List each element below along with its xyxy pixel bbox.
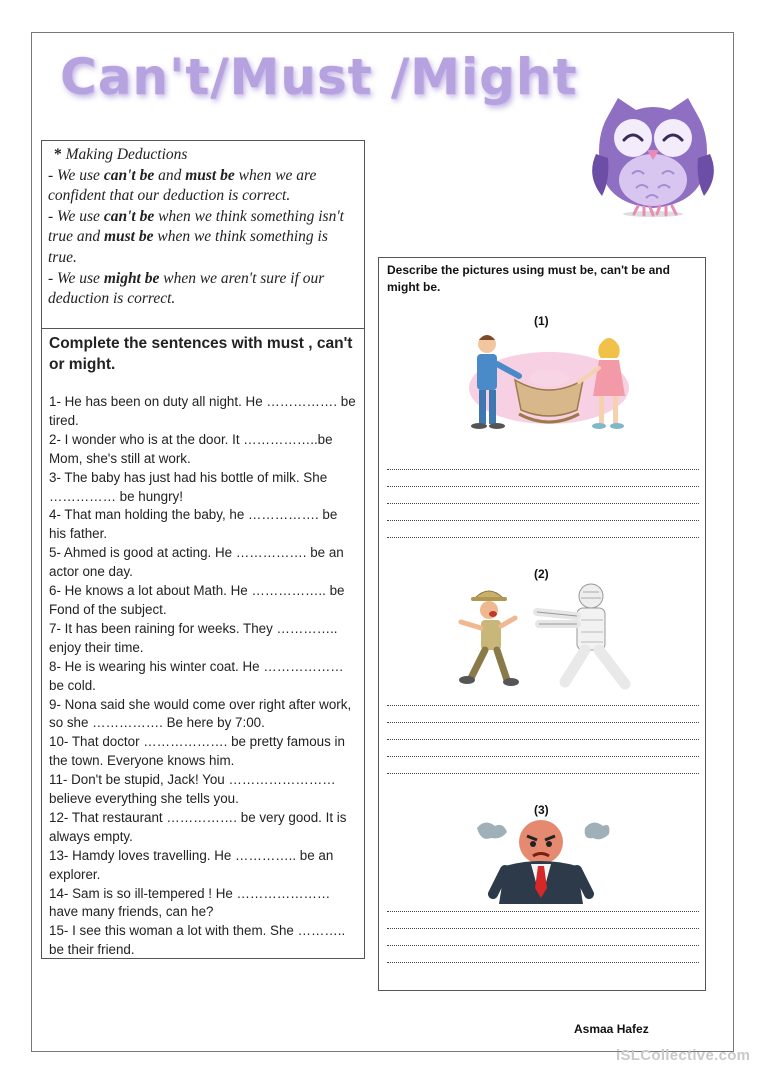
exercise-title: Complete the sentences with must , can't or might. [49, 335, 353, 373]
answer-line[interactable] [387, 943, 699, 946]
rules-heading [48, 145, 358, 166]
exercise-item: 4- That man holding the baby, he ……………. be his father. [49, 507, 338, 542]
answer-line[interactable] [387, 518, 699, 521]
exercise-item: 13- Hamdy loves travelling. He ………….. be an explorer. [49, 847, 334, 882]
rule-line: - We use can't be and must be when we are confident that our deduction is correct. [48, 166, 317, 205]
exercise-item: 8- He is wearing his winter coat. He ……………… be cold. [49, 658, 344, 693]
answer-line[interactable] [387, 501, 699, 504]
parents-baby-picture [449, 330, 649, 434]
exercise-item: 3- The baby has just had his bottle of milk. She …………… be hungry! [49, 469, 328, 504]
exercise-item: 7- It has been raining for weeks. They ………….. enjoy their time. [49, 620, 338, 655]
exercise-item: 2- I wonder who is at the door. It ……………..be Mom, she's still at work. [49, 431, 333, 466]
answer-line[interactable] [387, 909, 699, 912]
rules-heading-text: Making Deductions [65, 146, 188, 163]
exercise-item: 15- I see this woman a lot with them. She ……….. be their friend. [49, 923, 346, 958]
answer-line[interactable] [387, 737, 699, 740]
answer-line[interactable] [387, 467, 699, 470]
exercise-item: 9- Nona said she would come over right after work, so she ……………. Be here by 7:00. [49, 696, 352, 731]
exercise-box [41, 328, 365, 959]
picture-label-1: (1) [534, 314, 549, 328]
describe-pictures-box [378, 257, 706, 991]
exercise-item: 5- Ahmed is good at acting. He ……………. be an actor one day. [49, 545, 344, 580]
angry-man-picture [471, 816, 611, 908]
exercise-item: 6- He knows a lot about Math. He …………….. be Fond of the subject. [49, 583, 345, 617]
answer-line[interactable] [387, 535, 699, 538]
picture-label-2: (2) [534, 567, 549, 581]
exercise-item: 1- He has been on duty all night. He ……………. be tired. [49, 394, 356, 428]
picture-label-3: (3) [534, 803, 549, 817]
answer-line[interactable] [387, 960, 699, 963]
owl-icon [588, 96, 718, 218]
author-name: Asmaa Hafez [574, 1022, 649, 1036]
exercise-item: 11- Don't be stupid, Jack! You …………………… believe everything she tells you. [49, 772, 336, 807]
exercise-item: 14- Sam is so ill-tempered ! He ………………… have many friends, can he? [49, 885, 331, 920]
answer-line[interactable] [387, 720, 699, 723]
answer-line[interactable] [387, 926, 699, 929]
page-title: Can't/Must /Might [60, 48, 578, 106]
rule-line: - We use can't be when we think something isn't true and must be when we think something is true. [48, 207, 344, 266]
describe-title: Describe the pictures using must be, can't be and might be. [387, 263, 670, 294]
answer-line[interactable] [387, 484, 699, 487]
rules-heading-star: * [54, 146, 62, 163]
answer-line[interactable] [387, 771, 699, 774]
rule-line: - We use might be when we aren't sure if our deduction is correct. [48, 269, 325, 308]
deductions-rules-box [41, 140, 365, 329]
exercise-item: 12- That restaurant ……………. be very good. It is always empty. [49, 809, 347, 844]
answer-line[interactable] [387, 754, 699, 757]
watermark: iSLCollective.com [616, 1047, 751, 1064]
exercise-item: 10- That doctor ………………. be pretty famous in the town. Everyone knows him. [49, 734, 345, 769]
explorer-mummy-picture [441, 580, 641, 698]
answer-line[interactable] [387, 703, 699, 706]
